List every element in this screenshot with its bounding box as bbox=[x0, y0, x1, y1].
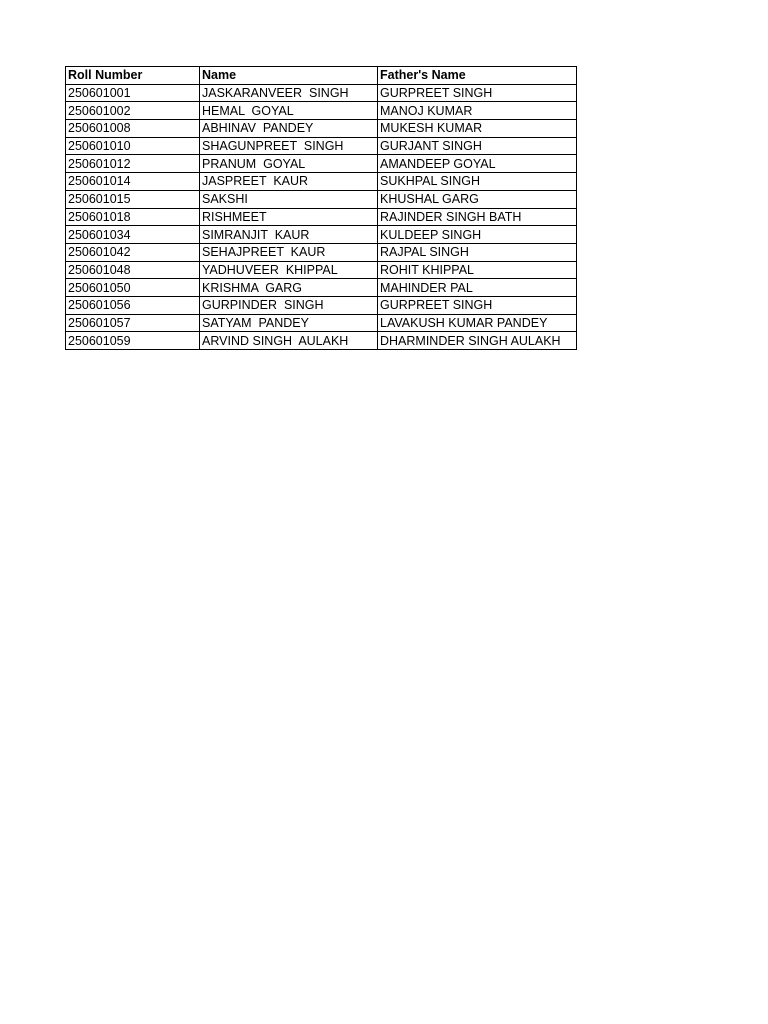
table-row bbox=[66, 120, 577, 138]
roll-number-cell: 250601048 bbox=[66, 261, 200, 279]
table-row bbox=[66, 173, 577, 191]
fathers-name-cell: MAHINDER PAL bbox=[378, 279, 577, 297]
fathers-name-cell: KULDEEP SINGH bbox=[378, 226, 577, 244]
fathers-name-cell: MANOJ KUMAR bbox=[378, 102, 577, 120]
fathers-name-cell: GURPREET SINGH bbox=[378, 296, 577, 314]
fathers-name-cell: KHUSHAL GARG bbox=[378, 190, 577, 208]
header-name: Name bbox=[200, 67, 378, 85]
roll-number-cell: 250601012 bbox=[66, 155, 200, 173]
name-cell: SHAGUNPREET SINGH bbox=[200, 137, 378, 155]
fathers-name-cell: GURPREET SINGH bbox=[378, 84, 577, 102]
table-row bbox=[66, 243, 577, 261]
roll-number-cell: 250601042 bbox=[66, 243, 200, 261]
fathers-name-cell: ROHIT KHIPPAL bbox=[378, 261, 577, 279]
table-row bbox=[66, 137, 577, 155]
table-header-row bbox=[66, 67, 577, 85]
roll-number-cell: 250601056 bbox=[66, 296, 200, 314]
table-row bbox=[66, 102, 577, 120]
fathers-name-cell: MUKESH KUMAR bbox=[378, 120, 577, 138]
table-row bbox=[66, 226, 577, 244]
roll-number-cell: 250601001 bbox=[66, 84, 200, 102]
roll-number-cell: 250601018 bbox=[66, 208, 200, 226]
table-row bbox=[66, 208, 577, 226]
name-cell: HEMAL GOYAL bbox=[200, 102, 378, 120]
table-row bbox=[66, 190, 577, 208]
student-roster-table bbox=[65, 66, 577, 350]
name-cell: ARVIND SINGH AULAKH bbox=[200, 332, 378, 350]
roll-number-cell: 250601057 bbox=[66, 314, 200, 332]
roll-number-cell: 250601034 bbox=[66, 226, 200, 244]
fathers-name-cell: GURJANT SINGH bbox=[378, 137, 577, 155]
name-cell: YADHUVEER KHIPPAL bbox=[200, 261, 378, 279]
roll-number-cell: 250601015 bbox=[66, 190, 200, 208]
header-fathers-name: Father's Name bbox=[378, 67, 577, 85]
name-cell: PRANUM GOYAL bbox=[200, 155, 378, 173]
table-row bbox=[66, 84, 577, 102]
fathers-name-cell: DHARMINDER SINGH AULAKH bbox=[378, 332, 577, 350]
roll-number-cell: 250601002 bbox=[66, 102, 200, 120]
fathers-name-cell: SUKHPAL SINGH bbox=[378, 173, 577, 191]
name-cell: SAKSHI bbox=[200, 190, 378, 208]
roll-number-cell: 250601059 bbox=[66, 332, 200, 350]
name-cell: SIMRANJIT KAUR bbox=[200, 226, 378, 244]
name-cell: JASPREET KAUR bbox=[200, 173, 378, 191]
roll-number-cell: 250601014 bbox=[66, 173, 200, 191]
roll-number-cell: 250601010 bbox=[66, 137, 200, 155]
table-row bbox=[66, 332, 577, 350]
roll-number-cell: 250601050 bbox=[66, 279, 200, 297]
name-cell: GURPINDER SINGH bbox=[200, 296, 378, 314]
table-row bbox=[66, 296, 577, 314]
roll-number-cell: 250601008 bbox=[66, 120, 200, 138]
table-row bbox=[66, 279, 577, 297]
header-roll-number: Roll Number bbox=[66, 67, 200, 85]
table-row bbox=[66, 155, 577, 173]
name-cell: JASKARANVEER SINGH bbox=[200, 84, 378, 102]
name-cell: KRISHMA GARG bbox=[200, 279, 378, 297]
fathers-name-cell: AMANDEEP GOYAL bbox=[378, 155, 577, 173]
fathers-name-cell: LAVAKUSH KUMAR PANDEY bbox=[378, 314, 577, 332]
name-cell: SATYAM PANDEY bbox=[200, 314, 378, 332]
fathers-name-cell: RAJINDER SINGH BATH bbox=[378, 208, 577, 226]
table-row bbox=[66, 261, 577, 279]
name-cell: SEHAJPREET KAUR bbox=[200, 243, 378, 261]
name-cell: ABHINAV PANDEY bbox=[200, 120, 378, 138]
fathers-name-cell: RAJPAL SINGH bbox=[378, 243, 577, 261]
name-cell: RISHMEET bbox=[200, 208, 378, 226]
table-row bbox=[66, 314, 577, 332]
